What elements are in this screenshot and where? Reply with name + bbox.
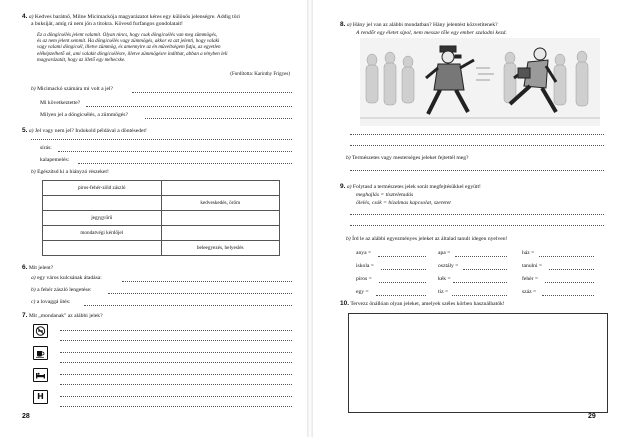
q6-header [22,264,53,272]
q9-number: 9. [340,183,346,190]
q6-item-b-line[interactable] [108,293,292,294]
cafe-icon-svg [35,348,46,358]
page-number-right: 29 [588,413,596,420]
table-row [43,196,280,211]
q6-item-c [31,299,70,306]
q8-answer-line[interactable] [350,134,604,135]
word-item [438,276,451,283]
q4-intro-line2: a buksiját, amíg rá nem jön a titokra. Kövesd furfangos gondolatait! [31,21,183,27]
word-answer-line[interactable] [455,256,507,257]
left-page [0,0,308,437]
q4-quote-line: vagy valami döngicsél, illetve zümmög, és amennyire az én mûveltségem futja, az egyetlen [37,44,221,51]
q10-drawing-box[interactable] [348,313,608,413]
q9-answer-line[interactable] [350,214,604,215]
q4-quote-line: magyarázatát, hogy az illető egy méhecske. [37,56,126,63]
table-cell-empty[interactable] [43,241,162,256]
q4-credit: (Fordította: Karinthy Frigyes) [230,72,290,77]
table-cell-empty[interactable] [43,196,162,211]
word-item [522,263,542,270]
word-label: egy = [356,289,369,295]
right-page [312,0,620,437]
q8-b-text: Természetes vagy mesterséges jeleket fejtettél meg? [351,155,469,161]
q5-answer-line[interactable] [31,139,292,140]
q4-quote-line: és az nem jelent semmit. Ha döngicsélés vagy zümmögés, akkor ez azt jelenti, hogy valaki [37,38,220,45]
q9-a-label: a) [346,184,352,190]
page-number-left: 28 [22,413,30,420]
word-item [522,250,534,257]
no-smoking-icon-svg [35,326,46,336]
word-answer-line[interactable] [549,269,594,270]
q6-item-label: a) [31,275,36,281]
word-label: kék = [438,276,451,282]
q4-a-label: a) [28,14,34,20]
q9-answer-line[interactable] [350,225,604,226]
q8-header [340,21,498,29]
q8-a-label: a) [346,22,352,28]
word-item [438,289,448,296]
q9-b-text: Írd le az alábbi egyezményes jeleket az általad tanult idegen nyelven! [352,236,508,242]
word-item [356,276,372,283]
q7-header [22,312,103,320]
table-cell: piros-fehér-zöld zászló [43,181,162,196]
word-label: anya = [356,250,372,256]
q6-item-text: egy város kulcsának átadása: [37,275,102,281]
word-answer-line[interactable] [452,295,507,296]
word-answer-line[interactable] [453,282,507,283]
q9-header [340,183,481,191]
word-label: száz = [522,289,537,295]
q6-number: 6. [22,264,28,271]
q7-answer-line[interactable] [60,374,292,375]
q5-a-label: a) [28,128,34,134]
word-label: piros = [356,276,372,282]
cafe-icon [33,346,48,360]
q7-answer-line[interactable] [60,340,292,341]
table-row [43,211,280,226]
q6-item-b [31,287,92,294]
table-cell: kedveskedés, öröm [161,196,280,211]
q4-header [22,13,292,21]
word-label: fehér = [522,276,539,282]
q4-number: 4. [22,13,28,20]
hospital-icon-glyph: H [37,392,44,401]
q6-item-label: b) [31,287,36,293]
q9-example-1: meghajlás = tiszteletadás [356,192,414,198]
q7-answer-line[interactable] [60,384,292,385]
q7-number: 7. [22,312,28,319]
word-label: osztály = [438,263,459,269]
hotel-bed-icon-svg [35,370,46,380]
q4-b-question [31,86,113,93]
table-cell-empty[interactable] [161,226,280,241]
q8-answer-line[interactable] [350,145,604,146]
word-answer-line[interactable] [542,295,594,296]
table-cell-empty[interactable] [161,181,280,196]
q7-answer-line[interactable] [60,406,292,407]
q4-b-answer-line[interactable] [132,92,292,93]
word-label: tanulni = [522,263,543,269]
word-answer-line[interactable] [378,256,426,257]
no-smoking-icon [33,324,48,338]
q8-b-answer-line[interactable] [350,170,604,171]
q5-kalapemeles-line[interactable] [78,163,292,164]
word-label: apa = [438,250,451,256]
word-item [522,289,536,296]
q6-item-label: c) [31,299,36,305]
q8-b-question [346,155,469,162]
q6-item-text: a fehér zászló lengetése: [37,287,92,293]
q7-answer-line[interactable] [60,396,292,397]
hospital-icon [33,390,48,404]
table-cell: beleegyezés, helyeslés [161,241,280,256]
word-answer-line[interactable] [463,269,507,270]
q9-a-text: Folytasd a természetes jelek sorát megfejtésükkel együtt! [352,184,481,190]
chase-illustration [360,38,600,126]
q4-milyen-label: Milyen jel a döngicsélés, a zümmögés? [40,112,128,118]
q4-mi-answer-line[interactable] [86,106,292,107]
q5-kalapemeles-label: kalapemelés: [40,157,70,163]
table-row [43,226,280,241]
hotel-bed-icon [33,368,48,382]
word-answer-line[interactable] [545,282,594,283]
table-row [43,241,280,256]
q5-table [42,180,280,256]
q7-text: Mit „mondanak" az alábbi jelek? [28,313,103,319]
q7-answer-line[interactable] [60,362,292,363]
q6-item-a-line[interactable] [122,281,292,282]
q5-b-text: Egészítsd ki a hiányzó részeket! [37,169,109,175]
q4-milyen-answer-line[interactable] [145,118,292,119]
word-item [356,263,374,270]
q4-quote-line: eléképzelhető ok, ami valakit döngicsélésre, illetve zümmögésre indíthat, abban a tényben leli [37,50,228,57]
q7-answer-line[interactable] [60,330,292,331]
q5-b-question [31,169,109,176]
word-item [522,276,538,283]
q5-header [22,127,147,135]
word-answer-line[interactable] [379,282,426,283]
q8-number: 8. [340,21,346,28]
q6-item-text: a lovaggá ütés: [36,299,71,305]
word-item [356,289,369,296]
q6-text: Mit jelent? [28,265,54,271]
word-answer-line[interactable] [539,256,594,257]
q5-a-text: Jel vagy nem jel? Indokold példával a döntésedet! [34,128,147,134]
q4-b-text: Micimackó számára mi volt a jel? [37,86,114,92]
table-row [43,181,280,196]
word-label: tíz = [438,289,449,295]
q9-b-question [346,236,507,243]
q8-quote: A rendőr egy életet sípol, nem messze tőle egy ember szaladni kezd. [356,30,507,36]
q5-number: 5. [22,127,28,134]
q5-b-label: b) [31,169,36,175]
word-answer-line[interactable] [381,269,426,270]
q4-quote [37,32,292,63]
q8-b-label: b) [346,155,351,161]
q4-intro-line1: Kedves barátnő, Milne Micimackója magyarázatot kéres egy különös jelenségre. Addig töri [34,14,240,20]
q10-header [340,300,505,308]
word-item [438,263,458,270]
q7-answer-line[interactable] [60,352,292,353]
q5-siras-line[interactable] [58,151,292,152]
table-cell-empty[interactable] [161,211,280,226]
word-label: ház = [522,250,535,256]
q6-item-c-line[interactable] [84,305,292,306]
q4-quote-line: Ez a döngicsélés jelent valamit. Olyan nincs, hogy csak döngicsélés van meg zümmögés, [37,32,218,38]
word-item [438,250,450,257]
q6-item-a [31,275,102,282]
q5-siras-label: sírás: [40,145,52,151]
q8-a-text: Hány jel van az alábbi mondatban? Hány jelentést közvetítenek? [352,22,498,28]
q9-b-label: b) [346,236,351,242]
q4-b-label: b) [31,86,36,92]
table-cell: mondatvégi kérdőjel [43,226,162,241]
q10-number: 10. [340,300,350,307]
table-cell: jegygyűrű [43,211,162,226]
word-item [356,250,371,257]
q9-example-2: ölelés, csók = bizalmas kapcsolat, szeretet [356,200,451,206]
word-answer-line[interactable] [376,295,426,296]
q4-mi-label: Mi következtette? [40,100,81,106]
q10-text: Tervezz önállóan olyan jeleket, amelyek széles körben használhatók! [350,301,505,307]
word-label: iskola = [356,263,374,269]
